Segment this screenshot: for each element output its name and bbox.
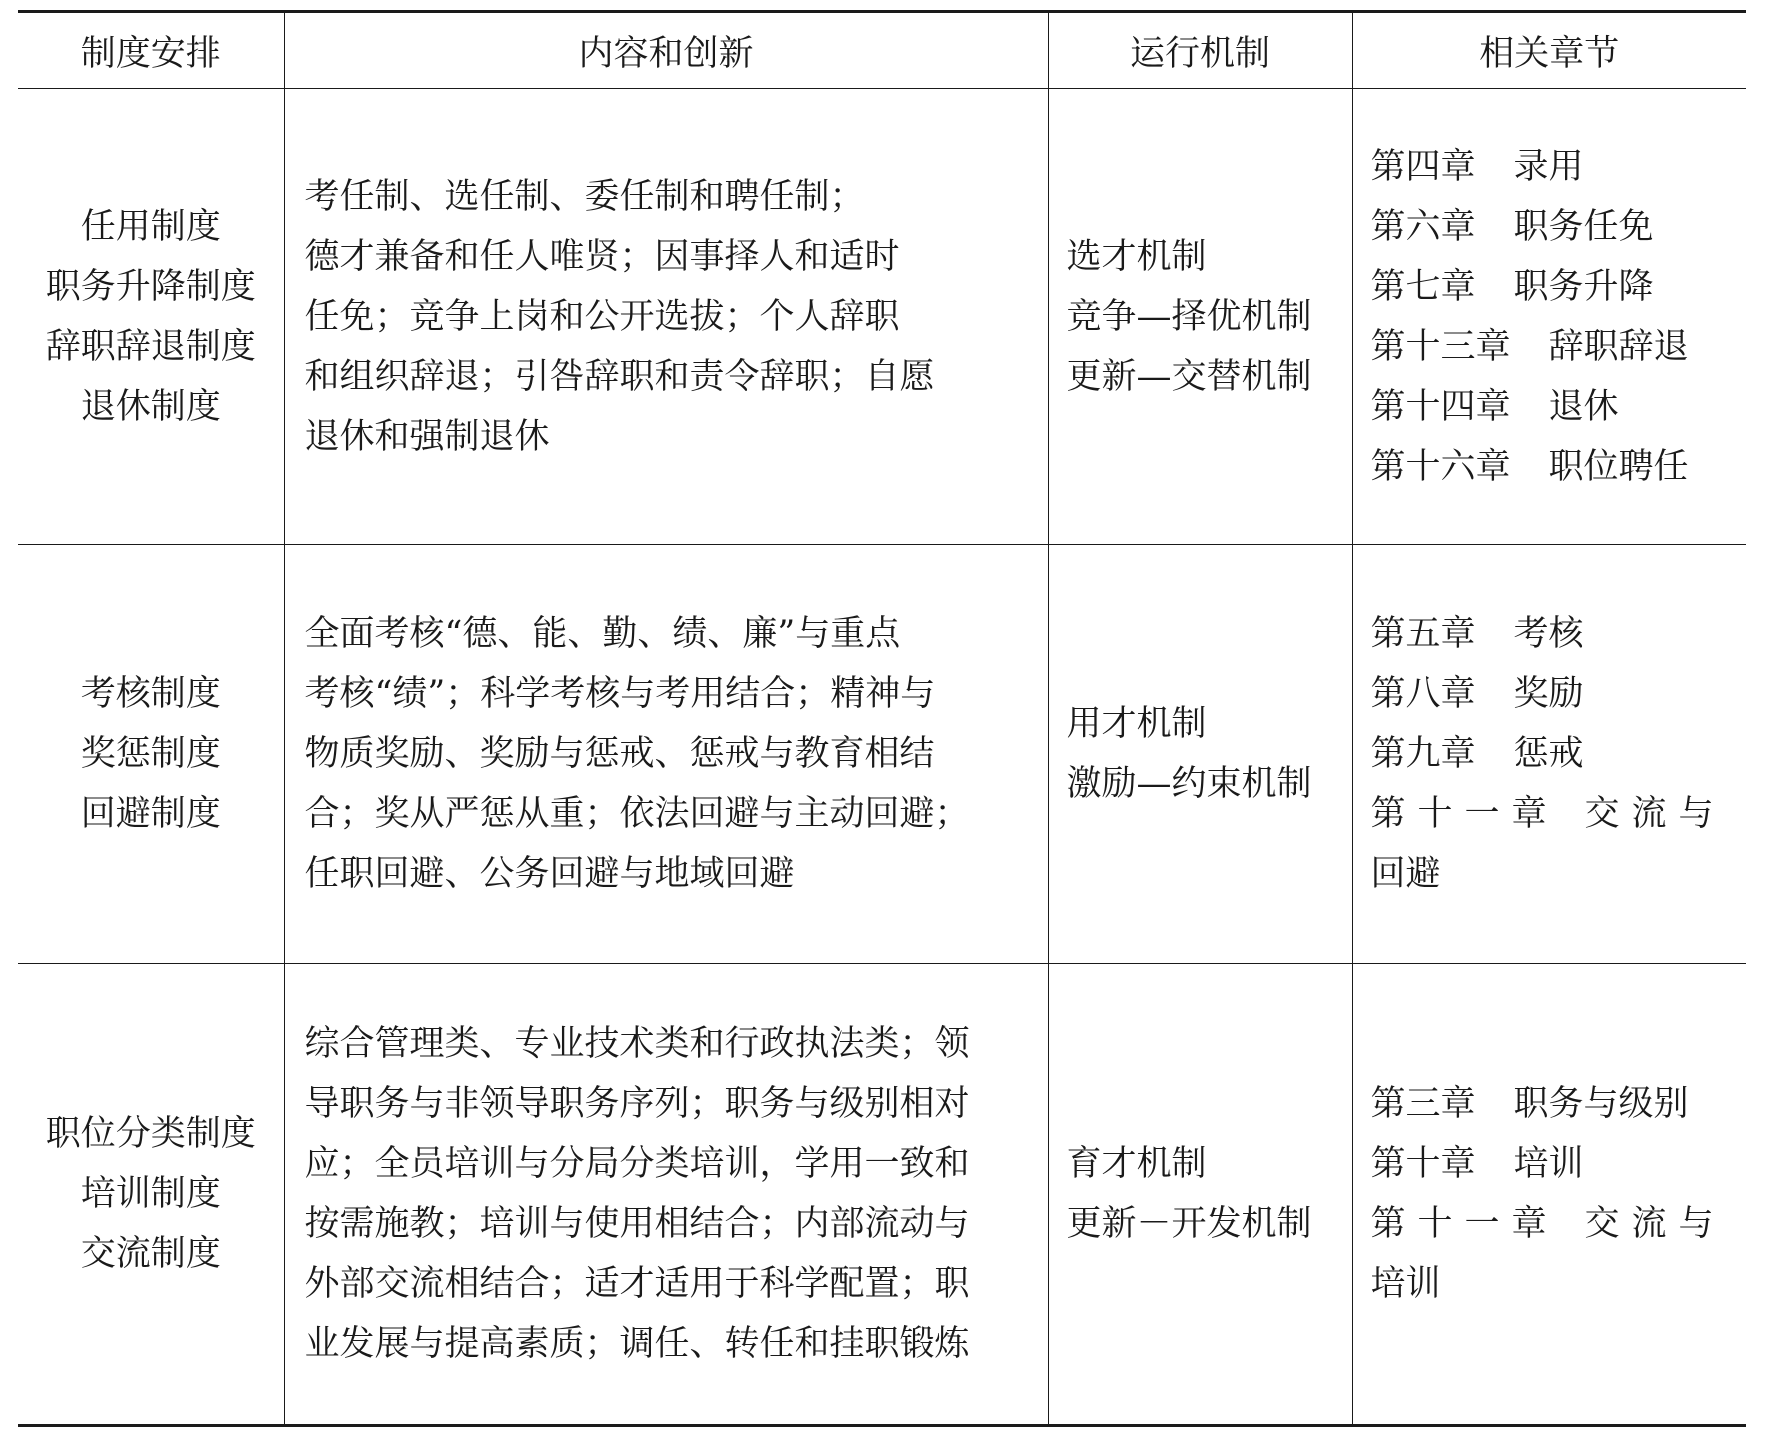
chapter-title: 交流与 xyxy=(1584,1204,1726,1244)
chapter-number: 第八章 xyxy=(1370,674,1476,714)
header-content: 内容和创新 xyxy=(284,12,1048,89)
chapter-number: 第十章 xyxy=(1370,1144,1476,1184)
system-name: 职位分类制度 xyxy=(45,1114,256,1154)
chapter-title: 奖励 xyxy=(1513,674,1584,714)
content-line: 和组织辞退；引咎辞职和责令辞职；自愿 xyxy=(304,356,935,397)
system-name: 辞职辞退制度 xyxy=(45,326,256,367)
chapters-cell xyxy=(1352,964,1746,1426)
chapter-entry xyxy=(1371,784,1737,844)
chapter-number: 第三章 xyxy=(1370,1084,1476,1124)
system-name: 回避制度 xyxy=(80,794,221,834)
content-cell xyxy=(284,89,1048,545)
chapter-entry xyxy=(1371,317,1737,377)
content-line: 全面考核“德、能、勤、绩、廉”与重点 xyxy=(304,614,901,654)
header-system: 制度安排 xyxy=(18,12,284,89)
chapters-cell xyxy=(1352,89,1746,545)
chapter-title: 退休 xyxy=(1548,386,1619,427)
content-cell xyxy=(284,964,1048,1426)
table-row xyxy=(18,89,1746,545)
content-line: 合；奖从严惩从重；依法回避与主动回避； xyxy=(304,794,970,834)
mechanism-line: 激励—约束机制 xyxy=(1066,764,1312,804)
content-line: 外部交流相结合；适才适用于科学配置；职 xyxy=(304,1264,970,1304)
chapter-title: 录用 xyxy=(1513,146,1584,187)
mechanism-line: 竞争—择优机制 xyxy=(1066,296,1312,337)
mechanism-line: 用才机制 xyxy=(1066,704,1207,744)
chapter-title: 辞职辞退 xyxy=(1548,326,1689,367)
chapter-number: 第五章 xyxy=(1370,614,1476,654)
system-name: 培训制度 xyxy=(80,1174,221,1214)
content-line: 退休和强制退休 xyxy=(304,416,550,457)
civil-service-system-table-wrap xyxy=(18,10,1746,1427)
chapter-number: 第四章 xyxy=(1370,146,1476,187)
table-row xyxy=(18,545,1746,964)
chapter-number: 第十六章 xyxy=(1370,446,1511,487)
mechanism-cell xyxy=(1048,964,1352,1426)
chapter-title: 职务与级别 xyxy=(1513,1084,1689,1124)
chapter-entry xyxy=(1371,1074,1737,1134)
chapter-number: 第十一章 xyxy=(1370,794,1559,834)
mechanism-line: 更新—交替机制 xyxy=(1066,356,1312,397)
chapter-entry xyxy=(1371,137,1737,197)
mechanism-cell xyxy=(1048,89,1352,545)
chapter-entry xyxy=(1371,664,1737,724)
content-line: 应；全员培训与分局分类培训，学用一致和 xyxy=(304,1144,970,1184)
system-cell xyxy=(18,89,284,545)
chapter-entry xyxy=(1371,257,1737,317)
table-row xyxy=(18,964,1746,1426)
content-cell xyxy=(284,545,1048,964)
content-line: 考核“绩”；科学考核与考用结合；精神与 xyxy=(304,674,936,714)
header-row xyxy=(18,12,1746,89)
civil-service-system-table xyxy=(18,10,1746,1427)
chapter-entry xyxy=(1371,1194,1737,1254)
system-name: 任用制度 xyxy=(80,206,221,247)
system-cell xyxy=(18,545,284,964)
chapters-cell xyxy=(1352,545,1746,964)
system-name: 交流制度 xyxy=(80,1234,221,1274)
system-name: 职务升降制度 xyxy=(45,266,256,307)
chapter-number: 第十四章 xyxy=(1370,386,1511,427)
chapter-entry xyxy=(1371,197,1737,257)
chapter-title: 惩戒 xyxy=(1513,734,1584,774)
chapter-entry xyxy=(1371,437,1737,497)
header-chapters: 相关章节 xyxy=(1352,12,1746,89)
chapter-entry xyxy=(1371,604,1737,664)
content-line: 物质奖励、奖励与惩戒、惩戒与教育相结 xyxy=(304,734,935,774)
content-line: 导职务与非领导职务序列；职务与级别相对 xyxy=(304,1084,970,1124)
content-line: 德才兼备和任人唯贤；因事择人和适时 xyxy=(304,236,900,277)
mechanism-line: 选才机制 xyxy=(1066,236,1207,277)
chapter-entry xyxy=(1371,724,1737,784)
chapter-entry xyxy=(1371,377,1737,437)
chapter-number: 第七章 xyxy=(1370,266,1476,307)
system-cell xyxy=(18,964,284,1426)
chapter-number: 第九章 xyxy=(1370,734,1476,774)
content-line: 业发展与提高素质；调任、转任和挂职锻炼 xyxy=(304,1324,970,1364)
chapter-title: 职务任免 xyxy=(1513,206,1654,247)
content-line: 任职回避、公务回避与地域回避 xyxy=(304,854,795,894)
content-line: 考任制、选任制、委任制和聘任制； xyxy=(304,176,865,217)
system-name: 考核制度 xyxy=(80,674,221,714)
chapter-number: 第六章 xyxy=(1370,206,1476,247)
mechanism-line: 更新－开发机制 xyxy=(1066,1204,1312,1244)
chapter-title-continued: 回避 xyxy=(1370,854,1441,894)
chapter-number: 第十一章 xyxy=(1370,1204,1559,1244)
chapter-entry xyxy=(1371,1134,1737,1194)
chapter-title: 职位聘任 xyxy=(1548,446,1689,487)
chapter-title: 职务升降 xyxy=(1513,266,1654,307)
chapter-title-continued: 培训 xyxy=(1370,1264,1441,1304)
chapter-title: 交流与 xyxy=(1584,794,1726,834)
system-name: 退休制度 xyxy=(80,386,221,427)
system-name: 奖惩制度 xyxy=(80,734,221,774)
mechanism-cell xyxy=(1048,545,1352,964)
chapter-title: 考核 xyxy=(1513,614,1584,654)
content-line: 按需施教；培训与使用相结合；内部流动与 xyxy=(304,1204,970,1244)
content-line: 综合管理类、专业技术类和行政执法类；领 xyxy=(304,1024,970,1064)
content-line: 任免；竞争上岗和公开选拔；个人辞职 xyxy=(304,296,900,337)
mechanism-line: 育才机制 xyxy=(1066,1144,1207,1184)
header-mechanism: 运行机制 xyxy=(1048,12,1352,89)
chapter-number: 第十三章 xyxy=(1370,326,1511,367)
chapter-title: 培训 xyxy=(1513,1144,1584,1184)
